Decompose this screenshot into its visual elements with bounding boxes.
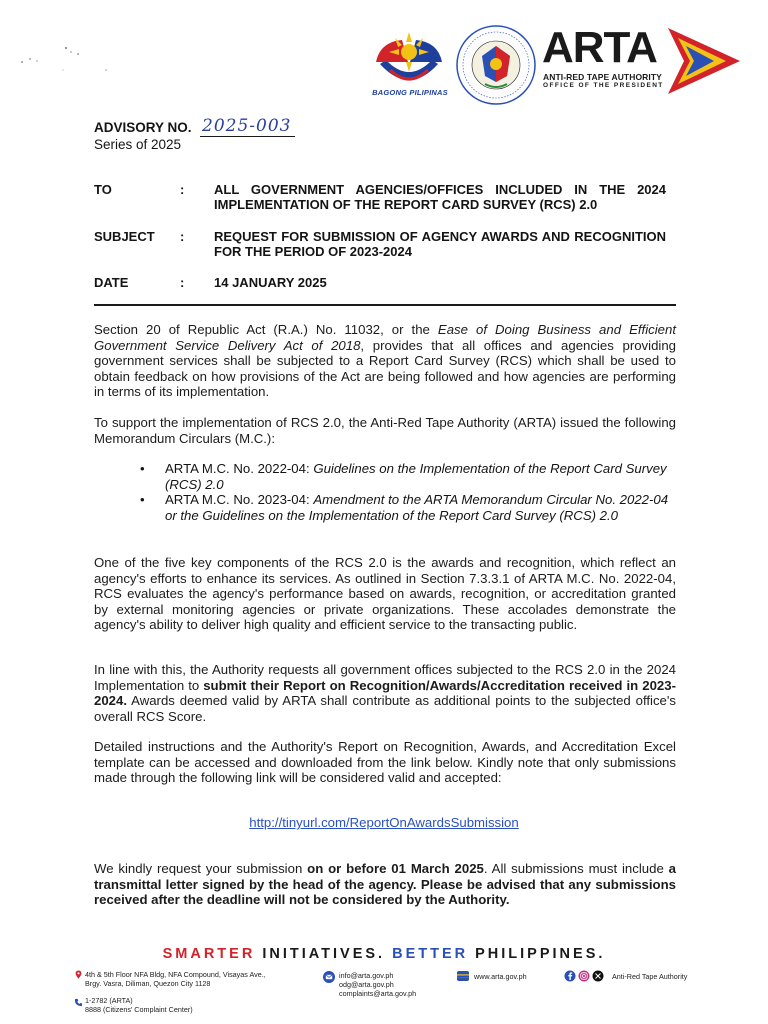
p6-deadline-bold: on or before 01 March 2025 [307, 861, 484, 876]
paragraph-ra-11032 [94, 322, 676, 400]
memorandum-circulars-list [138, 461, 676, 523]
p4-text-a: In line with this, the Authority requests all government offices subjected to the RCS 2.0 in the 2024 Implementation to [94, 662, 676, 693]
footer-tagline [0, 946, 768, 962]
email-odg[interactable]: odg@arta.gov.ph [339, 980, 394, 989]
paragraph-deadline [94, 861, 676, 908]
p6-text-a: We kindly request your submission [94, 861, 308, 876]
mc-number: ARTA M.C. No. 2023-04: [165, 492, 314, 508]
arta-office-line: OFFICE OF THE PRESIDENT [543, 82, 664, 89]
p6-text-c: . All submissions must include [483, 861, 669, 876]
p6-transmittal-bold: a transmittal letter signed by the head of the agency. Please be advised that any submissions received after the deadline will not be considered by the Authority. [94, 861, 676, 908]
mc-title: Amendment to the ARTA Memorandum Circular No. 2022-04 or the Guidelines on the Implementation of the Report Card Survey (RCS) 2.0 [165, 492, 669, 523]
bullet-dot: • [140, 492, 145, 508]
date-value: 14 JANUARY 2025 [214, 275, 327, 290]
address-line-1: 4th & 5th Floor NFA Bldg, NFA Compound, Visayas Ave., [85, 970, 266, 979]
scan-specks [18, 40, 118, 80]
p1-text-a: Section 20 of Republic Act (R.A.) No. 11032, or the [94, 322, 438, 337]
tagline-better: BETTER [392, 946, 469, 962]
phone-line-1: 1-2782 (ARTA) [85, 996, 133, 1005]
tagline-smarter: SMARTER [162, 946, 256, 962]
p4-request-bold: submit their Report on Recognition/Awards/Accreditation received in 2023-2024. [94, 677, 676, 709]
paragraph-awards-component: One of the five key components of the RCS 2.0 is the awards and recognition, which reflect an agency's efforts to enhance its services. As outlined in Section 7.3.3.1 of ARTA M.C. No. 2022-04, RCS evaluates the agency's performance based on awards, recognition, or accreditation granted by external monitoring agencies or private organizations. These accolades demonstrate the agency's ability to deliver high quality and efficient service to the transacting public. [94, 555, 676, 633]
p1-text-c: , provides that all offices and agencies providing government services shall be subjected to a Report Card Survey (RCS) which shall be used to obtain feedback on how provisions of the Act are being followed and how agencies are performing in terms of its implementation. [94, 337, 676, 400]
to-colon: : [180, 182, 185, 197]
email-icon [323, 971, 335, 983]
date-key: DATE [94, 275, 129, 290]
p1-act-title: Ease of Doing Business and Efficient Government Service Delivery Act of 2018 [94, 322, 676, 353]
p4-text-c: Awards deemed valid by ARTA shall contribute as additional points to the subjected office's overall RCS Score. [94, 693, 676, 724]
list-item [138, 461, 676, 492]
submission-link[interactable]: http://tinyurl.com/ReportOnAwardsSubmission [249, 815, 519, 830]
mc-title: Guidelines on the Implementation of the Report Card Survey (RCS) 2.0 [165, 461, 667, 492]
location-pin-icon [74, 970, 83, 979]
tagline-philippines: PHILIPPINES. [468, 946, 606, 962]
tagline-initiatives: INITIATIVES. [255, 946, 393, 962]
arta-wordmark: ARTA [542, 23, 657, 72]
phone-line-2: 8888 (Citizens' Complaint Center) [85, 1005, 193, 1014]
email-complaints[interactable]: complaints@arta.gov.ph [339, 989, 417, 998]
social-media-icons [564, 970, 608, 982]
paragraph-instructions: Detailed instructions and the Authority's Report on Recognition, Awards, and Accreditation Excel template can be accessed and downloaded from the link below. Kindly note that only submissions made through the following link will be considered valid and accepted: [94, 739, 676, 786]
arta-subtitle: ANTI-RED TAPE AUTHORITY [543, 72, 662, 82]
subject-key: SUBJECT [94, 229, 155, 244]
subject-value: REQUEST FOR SUBMISSION OF AGENCY AWARDS AND RECOGNITION FOR THE PERIOD OF 2023-2024 [214, 229, 666, 259]
footer-address [85, 970, 266, 988]
globe-icon [457, 971, 469, 981]
to-key: TO [94, 182, 112, 197]
email-info[interactable]: info@arta.gov.ph [339, 971, 394, 980]
advisory-label: ADVISORY NO. [94, 120, 192, 135]
advisory-number-handwritten: 2025-003 [200, 116, 295, 137]
mc-number: ARTA M.C. No. 2022-04: [165, 461, 314, 476]
paragraph-support: To support the implementation of RCS 2.0, the Anti-Red Tape Authority (ARTA) issued the following Memorandum Circulars (M.C.): [94, 415, 676, 446]
header-divider [94, 304, 676, 306]
bagong-pilipinas-label: BAGONG PILIPINAS [372, 88, 448, 97]
to-value: ALL GOVERNMENT AGENCIES/OFFICES INCLUDED IN THE 2024 IMPLEMENTATION OF THE REPORT CARD SURVEY (RCS) 2.0 [214, 182, 666, 212]
paragraph-request [94, 662, 676, 724]
subject-colon: : [180, 229, 185, 244]
footer-website[interactable]: www.arta.gov.ph [474, 972, 527, 981]
address-line-2: Brgy. Vasra, Diliman, Quezon City 1128 [85, 979, 211, 988]
footer-phone [85, 996, 193, 1014]
phone-icon [74, 998, 83, 1007]
office-of-the-president-seal [455, 24, 537, 106]
list-item [138, 492, 676, 523]
arta-chevron-logo [666, 26, 742, 96]
date-colon: : [180, 275, 185, 290]
footer-social-handle[interactable]: Anti-Red Tape Authority [612, 972, 688, 981]
footer-emails [339, 971, 416, 998]
bullet-dot: • [140, 461, 145, 476]
advisory-series: Series of 2025 [94, 137, 182, 152]
